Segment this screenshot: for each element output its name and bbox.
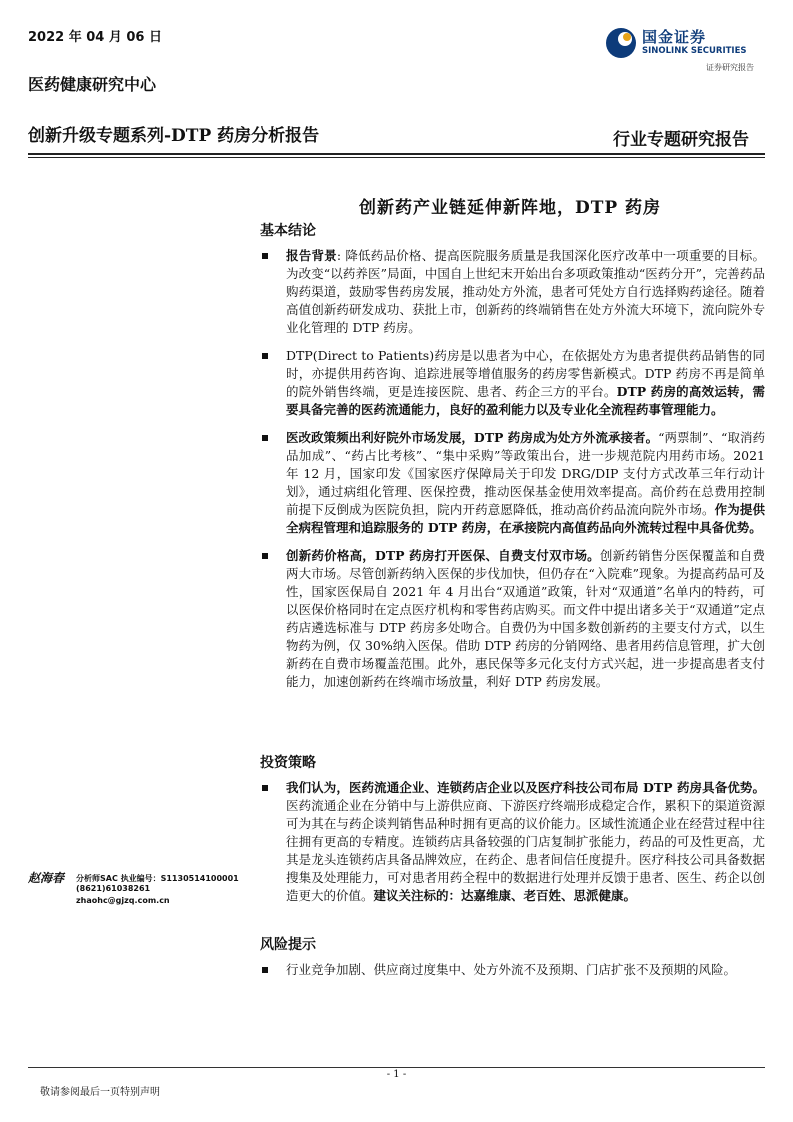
report-title: 创新升级专题系列-DTP 药房分析报告 — [28, 126, 320, 146]
bullet-bold-text: 创新药价格高，DTP 药房打开医保、自费支付双市场。 — [286, 548, 600, 563]
logo-text-cn: 国金证券 — [642, 28, 707, 46]
risk-warnings — [260, 961, 765, 989]
bullet-pricing — [260, 547, 765, 691]
header-divider-thin — [28, 157, 765, 158]
header-divider — [28, 153, 765, 155]
analyst-sac-number: 分析师SAC 执业编号：S1130514100001 — [76, 874, 239, 883]
bullet-bold-text: DTP 药房的高效运转，需要具备完善的医药流通能力，良好的盈利能力以及专业化全流程药事管理能力。 — [286, 384, 765, 417]
department: 医药健康研究中心 — [28, 75, 157, 94]
analyst-name: 赵海春 — [28, 871, 65, 885]
bullet-square-icon — [262, 967, 268, 973]
logo-text-en: SINOLINK SECURITIES — [642, 46, 747, 56]
section-title-basic: 基本结论 — [260, 223, 316, 239]
bullet-text: “两票制”、“取消药品加成”、“药占比考核”、“集中采购”等政策出台，进一步规范院内用药市场。2021 年 12 月，国家印发《国家医疗保障局关于印发 DRG/DIP 支付方式改革三年行动计划》，通过病组化管理、医保控费，推动医保基金使用效率提高。高价药在总费用控制前提下反倒成为医院负担，院内开药意愿降低，推动高价药品流向院外市场。 — [286, 430, 765, 517]
bullet-square-icon — [262, 553, 268, 559]
footer-divider — [28, 1067, 765, 1068]
investment-strategy — [260, 779, 765, 915]
page-number: - 1 - — [386, 1069, 407, 1080]
section-title-risk: 风险提示 — [260, 937, 316, 953]
bullet-dtp-definition — [260, 347, 765, 419]
company-logo — [604, 24, 764, 76]
analyst-email[interactable]: zhaohc@gjzq.com.cn — [76, 896, 170, 905]
bullet-background — [260, 247, 765, 337]
report-date: 2022 年 04 月 06 日 — [28, 30, 162, 45]
basic-conclusions — [260, 247, 765, 701]
bullet-label: 报告背景 — [286, 248, 337, 263]
bullet-text: 创新药销售分医保覆盖和自费两大市场。尽管创新药纳入医保的步伐加快，但仍存在“入院难”现象。为提高药品可及性，国家医保局自 2021 年 4 月出台“双通道”政策，针对“双通道”名单内的特药，可以医保价格同时在定点医疗机构和零售药店购买。而文件中提出诸多关于“双通道”定点药店遴选标准与 DTP 药房多处吻合。自费仍为中国多数创新药的主要支付方式，以生物药为例，仅 30%纳入医保。借助 DTP 药房的分销网络、患者用药信息管理，扩大创新药在自费市场覆盖范围。此外，惠民保等多元化支付方式兴起，进一步提高患者支付能力，加速创新药在终端市场放量，利好 DTP 药房发展。 — [286, 548, 765, 689]
bullet-square-icon — [262, 785, 268, 791]
analyst-phone: (8621)61038261 — [76, 884, 151, 893]
section-title-strategy: 投资策略 — [260, 755, 316, 771]
bullet-bold-text: 我们认为，医药流通企业、连锁药店企业以及医疗科技公司布局 DTP 药房具备优势。 — [286, 780, 765, 795]
bullet-text: DTP(Direct to Patients)药房是以患者为中心，在依据处方为患者提供药品销售的同时，亦提供用药咨询、追踪进展等增值服务的药房零售新模式。DTP 药房不再是简单的院外销售终端，更是连接医院、患者、药企三方的平台。 — [286, 348, 765, 399]
bullet-risk — [260, 961, 765, 979]
bullet-square-icon — [262, 435, 268, 441]
main-headline: 创新药产业链延伸新阵地，DTP 药房 — [358, 198, 662, 218]
bullet-text: 行业竞争加剧、供应商过度集中、处方外流不及预期、门店扩张不及预期的风险。 — [286, 962, 737, 977]
bullet-strategy — [260, 779, 765, 905]
bullet-policy — [260, 429, 765, 537]
bullet-bold-text: 医改政策频出利好院外市场发展，DTP 药房成为处方外流承接者。 — [286, 430, 659, 445]
bullet-bold-text: 建议关注标的：达嘉维康、老百姓、思派健康。 — [373, 888, 637, 903]
logo-emblem-icon — [604, 26, 638, 60]
bullet-bold-text: 作为提供全病程管理和追踪服务的 DTP 药房，在承接院内高值药品向外流转过程中具备优势。 — [286, 502, 765, 535]
report-type: 行业专题研究报告 — [613, 130, 749, 150]
bullet-text: 医药流通企业在分销中与上游供应商、下游医疗终端形成稳定合作，累积下的渠道资源可为其在与药企谈判销售品种时拥有更高的议价能力。区域性流通企业在经营过程中往往拥有更高的专精度。连锁药店具备较强的门店复制扩张能力，药品的可及性更高，尤其是龙头连锁药店具备品牌效应，在药企、患者间信任度提升。医疗科技公司具备数据搜集及处理能力，可对患者用药全程中的数据进行处理并反馈于患者、医生、药企以创造更大的价值。 — [286, 798, 765, 903]
logo-subtitle: 证券研究报告 — [706, 63, 754, 72]
bullet-square-icon — [262, 353, 268, 359]
bullet-text: : 降低药品价格、提高医院服务质量是我国深化医疗改革中一项重要的目标。为改变“以药养医”局面，中国自上世纪末开始出台多项政策推动“医药分开”，完善药品购药渠道，鼓励零售药房发展，推动处方外流，患者可凭处方自行选择购药途径。随着高值创新药研发成功、获批上市，创新药的终端销售在处方外流大环境下，流向院外专业化管理的 DTP 药房。 — [286, 248, 765, 335]
footer-disclaimer: 敬请参阅最后一页特别声明 — [40, 1087, 160, 1098]
bullet-square-icon — [262, 253, 268, 259]
